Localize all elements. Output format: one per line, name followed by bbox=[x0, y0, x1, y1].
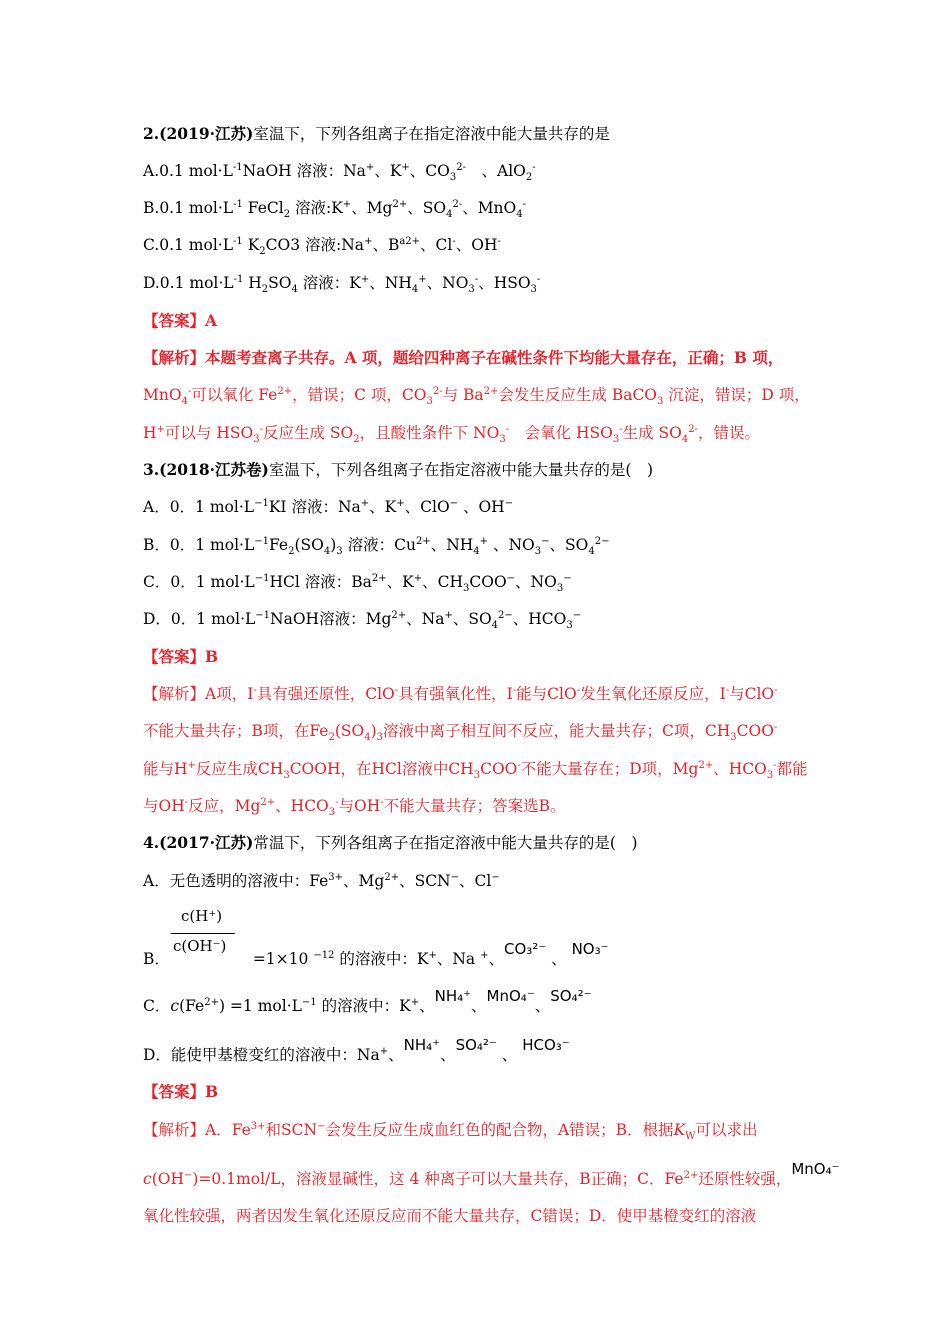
q4-explanation-line-1: 【解析】A．$Fe^{3+}$和SCN−会发生反应生成血红色的配合物，A错误；B．根据$K_W$可以求出 bbox=[143, 1120, 758, 1143]
q3-option-b: B．0．1 $mol\cdot L^{-1}Fe_2(SO_4)_3$ 溶液：$Cu^{2+}$、$NH_4^+$ 、$NO_3^-$、$SO_4^{2-}$ bbox=[143, 535, 610, 558]
permanganate-ion: MnO₄⁻ bbox=[486, 987, 535, 1005]
q2-option-b: B.0.1 $mol\cdot L^{-1}$ FeCl$_2$ 溶液:K+、$Mg^{2+}$、$SO_4^{2-}$、MnO$_4$- bbox=[143, 198, 527, 221]
sulfate-ion: SO₄²⁻ bbox=[455, 1036, 497, 1054]
q2-option-c: C.0.1 $mol\cdot L^{-1}$ $K_2CO3$ 溶液:Na+、$B^{a2+}$、Cl-、OH- bbox=[143, 235, 501, 258]
q3-title: 3.(2018·江苏卷)室温下，下列各组离子在指定溶液中能大量共存的是( ) bbox=[143, 460, 653, 479]
q3-answer: 【答案】B bbox=[143, 647, 219, 666]
q2-option-d: D.0.1 $mol\cdot L^{-1}$ $H_2SO_4$ 溶液：K+、$NH_4^+$、$NO_3^-$、$HSO_3^-$ bbox=[143, 273, 541, 296]
permanganate-ion: MnO₄⁻ bbox=[791, 1160, 840, 1178]
q3-explanation-line-3: 能与H+反应生成$CH_3COOH$，在HCl溶液中$CH_3COO^-$不能大量存在；D项，$Mg^{2+}$、$HCO_3^-$都能 bbox=[143, 759, 808, 782]
q4-explanation-line-2: c(OH−)=0.1mol/L，溶液显碱性，这 4 种离子可以大量共存，B正确；C．$Fe^{2+}$还原性较强，MnO₄⁻ bbox=[143, 1160, 840, 1188]
q4-option-a: A．无色透明的溶液中：$Fe^{3+}$、$Mg^{2+}$、SCN−、Cl− bbox=[143, 871, 500, 890]
ammonium-ion: NH₄⁺ bbox=[403, 1036, 441, 1054]
sulfate-ion: SO₄²⁻ bbox=[550, 987, 592, 1005]
carbonate-ion: CO₃²⁻ bbox=[503, 940, 547, 958]
q4-answer: 【答案】B bbox=[143, 1082, 219, 1101]
q4-explanation-line-3: 氧化性较强，两者因发生氧化还原反应而不能大量共存，C错误；D．使甲基橙变红的溶液 bbox=[143, 1207, 757, 1225]
q2-explanation-line-3: H+可以与 $HSO_3^-$反应生成 $SO_2$，且酸性条件下 $NO_3^-$ 会氧化 $HSO_3^-$生成 $SO_4^{2-}$，错误。 bbox=[143, 423, 761, 446]
bicarbonate-ion: HCO₃⁻ bbox=[522, 1036, 570, 1054]
q3-option-c: C．0．1 $mol\cdot L^{-1}HCl$ 溶液：$Ba^{2+}$、K+、$CH_3COO^-$、$NO_3^-$ bbox=[143, 572, 572, 595]
q2-explanation-line-2: MnO$_4$-可以氧化 $Fe^{2+}$，错误；C 项，$CO_3^{2-}$与 $Ba^{2+}$会发生反应生成 BaCO$_3$ 沉淀，错误；D 项， bbox=[143, 385, 810, 408]
nitrate-ion: NO₃⁻ bbox=[571, 940, 609, 958]
ammonium-ion: NH₄⁺ bbox=[434, 987, 472, 1005]
q4-title: 4.(2017·江苏)常温下，下列各组离子在指定溶液中能大量共存的是( ) bbox=[143, 833, 638, 852]
q3-option-a: A．0．1 $mol\cdot L^{-1}KI$ 溶液：Na+、K+、ClO− 、OH− bbox=[143, 497, 514, 516]
q2-title: 2.(2019·江苏)室温下，下列各组离子在指定溶液中能大量共存的是 bbox=[143, 124, 610, 143]
q4-option-c: C．$c(Fe^{2+}) =1$ $mol\cdot L^{-1}$ 的溶液中：K+、NH₄⁺、MnO₄⁻、SO₄²⁻ bbox=[143, 987, 592, 1015]
fraction-bar bbox=[171, 933, 235, 934]
q3-explanation-line-1: 【解析】A项，I-具有强还原性，ClO-具有强氧化性，I-能与ClO-发生氧化还原反应，I-与ClO- bbox=[143, 684, 778, 703]
q2-explanation-line-1: 【解析】本题考查离子共存。A 项，题给四种离子在碱性条件下均能大量存在，正确；B 项， bbox=[143, 348, 784, 367]
fraction-numerator: c(H⁺) bbox=[181, 907, 223, 925]
q3-explanation-line-4: 与OH-反应，$Mg^{2+}$、$HCO_3^-$与OH-不能大量共存；答案选B。 bbox=[143, 796, 566, 819]
fraction-denominator: c(OH⁻) bbox=[173, 937, 227, 955]
q4-option-b: B． =1×10 $^{-12}$ 的溶液中：K+、Na +、CO₃²⁻ 、 NO₃⁻ bbox=[143, 940, 609, 968]
q2-answer: 【答案】A bbox=[143, 311, 218, 330]
q2-option-a: A.0.1 $mol\cdot L^{-1}NaOH$ 溶液：Na+、K+、$CO_3^{2-}$ 、AlO$_2$- bbox=[143, 161, 536, 184]
q4-option-d: D．能使甲基橙变红的溶液中：Na+、NH₄⁺、SO₄²⁻ 、 HCO₃⁻ bbox=[143, 1036, 570, 1064]
q3-option-d: D．0．1 $mol\cdot L^{-1}NaOH$溶液：$Mg^{2+}$、Na+、$SO_4^{2-}$、$HCO_3^-$ bbox=[143, 609, 582, 632]
q3-explanation-line-2: 不能大量共存；B项，在$Fe_2(SO_4)_3$溶液中离子相互间不反应，能大量共存；C项，$CH_3COO^-$ bbox=[143, 721, 778, 744]
